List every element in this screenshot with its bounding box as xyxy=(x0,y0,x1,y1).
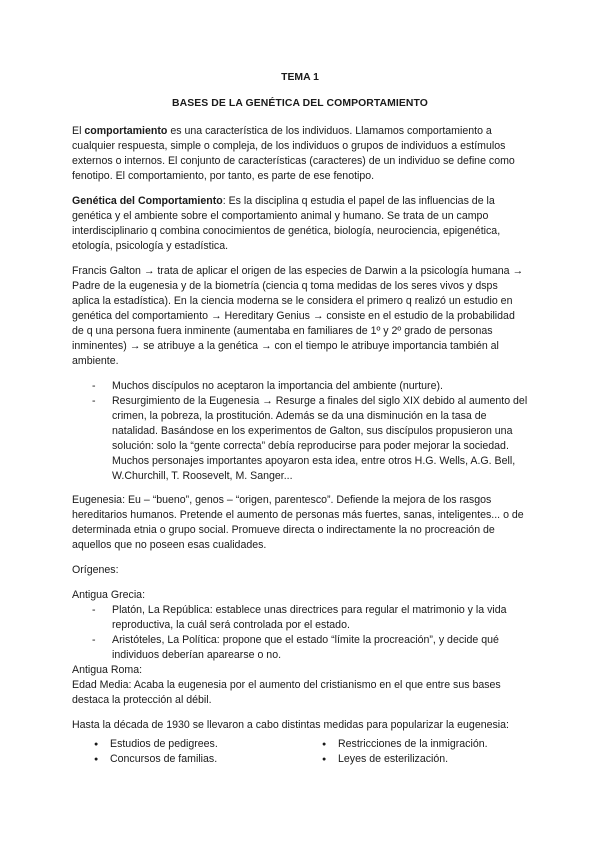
page-title: TEMA 1 xyxy=(281,72,319,83)
greece-list xyxy=(72,603,528,663)
paragraph-genetica: Genética del Comportamiento: Es la disciplina q estudia el papel de las influencias de la genética y el ambiente sobre el comportamiento animal y humano. Se trata de un campo interdisciplinario q combina conocimientos de genética, biología, neurociencia, epigenética, etología, psicología y estadística. xyxy=(72,195,501,252)
document-page xyxy=(72,70,528,767)
paragraph-comportamiento: El comportamiento es una característica de los individuos. Llamamos comportamiento a cualquier respuesta, simple o compleja, de los individuos o grupos de individuos a estímulos externos o internos. El conjunto de características (caracteres) de un individuo se define como fenotipo. El comportamiento, por tanto, es parte de ese fenotipo. xyxy=(72,125,515,182)
page-subtitle: BASES DE LA GENÉTICA DEL COMPORTAMIENTO xyxy=(172,98,428,109)
paragraph-edad-media: Edad Media: Acaba la eugenesia por el aumento del cristianismo en el que entre sus bases destaca la protección al débil. xyxy=(72,679,501,706)
measures-right-column xyxy=(300,737,528,767)
greece-label: Antigua Grecia: xyxy=(72,589,146,601)
list-item: - Aristóteles, La Política: propone que el estado “límite la procreación”, y decide qué individuos deberían aparearse o no. xyxy=(92,633,528,663)
rome-label: Antigua Roma: xyxy=(72,664,143,676)
measures-list xyxy=(72,737,528,767)
term-genetica-comportamiento: Genética del Comportamiento xyxy=(72,195,223,207)
list-item: ● Leyes de esterilización. xyxy=(322,752,528,767)
term-comportamiento: comportamiento xyxy=(84,125,168,137)
list-item: ● Concursos de familias. xyxy=(94,752,300,767)
list-item: - Resurgimiento de la Eugenesia → Resurge a finales del siglo XIX debido al aumento del crimen, la pobreza, la prostitución. Además se da una disminución en la tasa de natalidad. Basándose en los experimentos de Galton, sus discípulos propusieron una solución: solo la “gente correcta” debía reproducirse para poder mejorar la sociedad. Muchos personajes importantes apoyaron esta idea, entre otros H.G. Wells, A.G. Bell, W.Churchill, T. Roosevelt, M. Sanger... xyxy=(92,394,528,484)
origins-label: Orígenes: xyxy=(72,564,119,576)
list-item: - Muchos discípulos no aceptaron la importancia del ambiente (nurture). xyxy=(92,379,528,394)
measures-left-column xyxy=(72,737,300,767)
paragraph-galton: Francis Galton → trata de aplicar el origen de las especies de Darwin a la psicología humana → Padre de la eugenesia y de la biometría (ciencia q toma medidas de los seres vivos y dsps aplica la estadística). En la ciencia moderna se le considera el primero q realizó un estudio en genética del comportamiento → Hereditary Genius → consiste en el estudio de la probabilidad de q una persona fuera inminente (aumentaba en familiares de 1º y 2º grado de personas inminentes) → se atribuye a la genética → con el tiempo le atribuye importancia también al ambiente. xyxy=(72,265,524,367)
list-item: ● Estudios de pedigrees. xyxy=(94,737,300,752)
list-item: - Platón, La República: establece unas directrices para regular el matrimonio y la vida reproductiva, la cuál será controlada por el estado. xyxy=(92,603,528,633)
paragraph-eugenesia: Eugenesia: Eu – “bueno”, genos – “origen, parentesco”. Defiende la mejora de los rasgos hereditarios humanos. Pretende el aumento de personas más fuertes, sanas, inteligentes... o de determinada etnia o grupo social. Promueve directa o indirectamente la no procreación de aquellos que no poseen esas cualidades. xyxy=(72,494,524,551)
galton-list xyxy=(72,379,528,484)
list-item: ● Restricciones de la inmigración. xyxy=(322,737,528,752)
paragraph-medidas: Hasta la década de 1930 se llevaron a cabo distintas medidas para popularizar la eugenesia: xyxy=(72,719,509,731)
